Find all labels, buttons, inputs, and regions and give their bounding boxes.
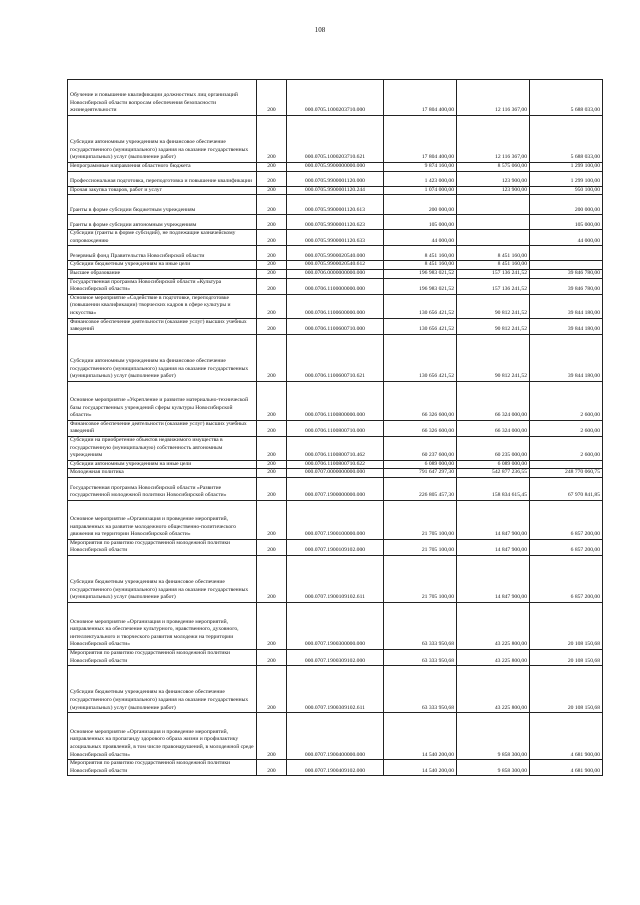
row-amount-3-cell: 20 108 150,68	[530, 603, 603, 650]
table-row	[68, 195, 603, 215]
row-name-cell: Субсидии бюджетным учреждениям на иные цели	[68, 261, 257, 270]
row-amount-1-cell: 200 000,00	[384, 195, 457, 215]
table-row	[68, 436, 603, 460]
row-name-cell: Основное мероприятие «Организация и проведение мероприятий, направленных на развитие молодежного общественно-политического движения на территории Новосибирской области»	[68, 500, 257, 539]
row-vr-cell: 200	[257, 760, 287, 776]
row-name-cell: Субсидии автономным учреждениям на иные цели	[68, 460, 257, 469]
row-amount-3-cell: 5 688 033,00	[530, 80, 603, 116]
row-amount-1-cell: 66 326 600,00	[384, 381, 457, 420]
row-name-cell: Обучение и повышение квалификации должностных лиц организаций Новосибирской области вопросам обеспечения безопасности жизнедеятельности	[68, 80, 257, 116]
row-amount-2-cell	[457, 230, 530, 246]
row-code-cell: 000.0706.1100600000.000	[287, 294, 384, 318]
row-vr-cell: 200	[257, 500, 287, 539]
row-code-cell: 000.0706.1100000000.000	[287, 278, 384, 294]
table-row	[68, 80, 603, 116]
row-amount-2-cell: 157 136 241,52	[457, 269, 530, 278]
row-vr-cell: 200	[257, 163, 287, 172]
row-amount-3-cell: 44 000,00	[530, 230, 603, 246]
table-row	[68, 230, 603, 246]
row-amount-2-cell: 8 451 160,00	[457, 246, 530, 261]
row-code-cell: 000.0707.1900400000.000	[287, 713, 384, 760]
table-row	[68, 246, 603, 261]
row-name-cell: Основное мероприятие «Укрепление и развитие материально-технической базы государственных учреждений сферы культуры Новосибирской области»	[68, 381, 257, 420]
row-code-cell: 000.0707.1900300000.000	[287, 603, 384, 650]
row-amount-3-cell: 2 600,00	[530, 381, 603, 420]
row-vr-cell: 200	[257, 318, 287, 334]
row-name-cell: Основное мероприятие «Организация и проведение мероприятий, направленных на пропаганду здорового образа жизни и профилактику асоциальных проявлений, в том числе правонарушений, в молодежной среде Новосибирской области»	[68, 713, 257, 760]
row-vr-cell: 200	[257, 116, 287, 163]
row-amount-2-cell: 123 900,00	[457, 171, 530, 186]
row-name-cell: Мероприятия по развитию государственной молодежной политики Новосибирской области	[68, 760, 257, 776]
row-amount-1-cell: 6 089 000,00	[384, 460, 457, 469]
row-vr-cell: 200	[257, 469, 287, 478]
row-amount-3-cell: 20 108 150,68	[530, 650, 603, 666]
row-amount-3-cell: 5 688 033,00	[530, 116, 603, 163]
row-code-cell: 000.0705.9900001120.244	[287, 186, 384, 195]
row-code-cell: 000.0706.1100600710.000	[287, 318, 384, 334]
row-amount-2-cell: 90 812 241,52	[457, 318, 530, 334]
budget-table-body	[68, 80, 603, 776]
row-amount-3-cell: 1 299 100,00	[530, 171, 603, 186]
row-name-cell: Молодежная политика	[68, 469, 257, 478]
table-row	[68, 500, 603, 539]
row-amount-3-cell: 200 000,00	[530, 195, 603, 215]
row-amount-3-cell: 105 000,00	[530, 215, 603, 230]
table-row	[68, 650, 603, 666]
row-amount-1-cell: 196 983 021,52	[384, 278, 457, 294]
row-amount-2-cell: 6 089 000,00	[457, 460, 530, 469]
row-vr-cell: 200	[257, 186, 287, 195]
row-amount-3-cell: 67 970 841,85	[530, 477, 603, 500]
row-name-cell: Субсидии (гранты в форме субсидий), не подлежащие казначейскому сопровождению	[68, 230, 257, 246]
row-name-cell: Субсидии автономным учреждениям на финансовое обеспечение государственного (муниципального) задания на оказание государственных (муниципальных) услуг (выполнение работ)	[68, 334, 257, 381]
row-amount-1-cell: 8 451 160,00	[384, 261, 457, 270]
row-amount-1-cell: 130 656 421,52	[384, 334, 457, 381]
row-amount-1-cell: 1 074 000,00	[384, 186, 457, 195]
row-vr-cell: 200	[257, 381, 287, 420]
row-vr-cell: 200	[257, 215, 287, 230]
table-row	[68, 477, 603, 500]
table-row	[68, 294, 603, 318]
row-name-cell: Субсидии бюджетным учреждениям на финансовое обеспечение государственного (муниципального) задания на оказание государственных (муниципальных) услуг (выполнение работ)	[68, 556, 257, 603]
row-code-cell: 000.0707.1900100000.000	[287, 500, 384, 539]
row-code-cell: 000.0707.1900109102.611	[287, 556, 384, 603]
table-row	[68, 163, 603, 172]
table-row	[68, 381, 603, 420]
table-row	[68, 171, 603, 186]
row-amount-1-cell: 130 656 421,52	[384, 318, 457, 334]
row-code-cell: 000.0705.1000203710.000	[287, 80, 384, 116]
row-code-cell: 000.0706.0000000000.000	[287, 269, 384, 278]
row-vr-cell: 200	[257, 713, 287, 760]
row-name-cell: Государственная программа Новосибирской области «Культура Новосибирской области»	[68, 278, 257, 294]
row-amount-1-cell: 21 705 100,00	[384, 556, 457, 603]
row-name-cell: Финансовое обеспечение деятельности (оказание услуг) высших учебных заведений	[68, 420, 257, 436]
row-amount-1-cell: 8 451 160,00	[384, 246, 457, 261]
row-amount-2-cell: 12 116 367,00	[457, 116, 530, 163]
row-amount-2-cell: 90 812 241,52	[457, 294, 530, 318]
row-code-cell: 000.0707.1900309102.000	[287, 650, 384, 666]
row-amount-1-cell: 14 540 200,00	[384, 713, 457, 760]
row-code-cell: 000.0707.0000000000.000	[287, 469, 384, 478]
row-name-cell: Финансовое обеспечение деятельности (оказание услуг) высших учебных заведений	[68, 318, 257, 334]
row-amount-1-cell: 105 000,00	[384, 215, 457, 230]
table-row	[68, 318, 603, 334]
table-row	[68, 116, 603, 163]
row-code-cell: 000.0705.9900000000.000	[287, 163, 384, 172]
row-vr-cell: 200	[257, 171, 287, 186]
row-amount-3-cell: 39 846 780,00	[530, 278, 603, 294]
row-amount-1-cell: 196 983 021,52	[384, 269, 457, 278]
row-code-cell: 000.0705.9900001120.623	[287, 215, 384, 230]
table-row	[68, 556, 603, 603]
row-code-cell: 000.0706.1100600710.621	[287, 334, 384, 381]
row-vr-cell: 200	[257, 460, 287, 469]
row-vr-cell: 200	[257, 603, 287, 650]
row-amount-3-cell: 39 844 180,00	[530, 318, 603, 334]
row-amount-3-cell: 6 857 200,00	[530, 556, 603, 603]
row-amount-1-cell: 63 333 950,68	[384, 650, 457, 666]
row-amount-1-cell: 60 237 600,00	[384, 436, 457, 460]
row-name-cell: Гранты в форме субсидии автономным учреждениям	[68, 215, 257, 230]
row-name-cell: Основное мероприятие «Организация и проведение мероприятий, направленных на обеспечение культурного, нравственного, духовного, интеллектуального и творческого развития молодежи на территории Новосибирской области»	[68, 603, 257, 650]
row-amount-2-cell	[457, 195, 530, 215]
row-vr-cell: 200	[257, 477, 287, 500]
row-vr-cell: 200	[257, 556, 287, 603]
row-amount-2-cell: 66 324 000,00	[457, 381, 530, 420]
row-amount-1-cell: 17 804 400,00	[384, 116, 457, 163]
row-amount-1-cell: 44 000,00	[384, 230, 457, 246]
row-code-cell: 000.0705.9900001120.000	[287, 171, 384, 186]
row-vr-cell: 200	[257, 246, 287, 261]
row-amount-3-cell: 2 600,00	[530, 436, 603, 460]
row-amount-1-cell: 226 805 457,30	[384, 477, 457, 500]
row-code-cell: 000.0705.9900001120.613	[287, 195, 384, 215]
row-code-cell: 000.0707.1900409102.000	[287, 760, 384, 776]
table-row	[68, 460, 603, 469]
row-amount-3-cell: 4 681 900,00	[530, 760, 603, 776]
row-amount-2-cell: 14 847 900,00	[457, 539, 530, 555]
row-amount-2-cell: 158 834 615,45	[457, 477, 530, 500]
table-row	[68, 261, 603, 270]
row-vr-cell: 200	[257, 294, 287, 318]
row-amount-2-cell	[457, 215, 530, 230]
row-code-cell: 000.0707.1900309102.611	[287, 666, 384, 713]
row-amount-3-cell: 39 846 780,00	[530, 269, 603, 278]
row-amount-2-cell: 66 324 000,00	[457, 420, 530, 436]
row-amount-2-cell: 90 812 241,52	[457, 334, 530, 381]
row-vr-cell: 200	[257, 334, 287, 381]
page-number: 108	[314, 26, 326, 34]
table-row	[68, 539, 603, 555]
row-vr-cell: 200	[257, 261, 287, 270]
table-row	[68, 215, 603, 230]
row-amount-2-cell: 9 858 300,00	[457, 760, 530, 776]
row-code-cell: 000.0706.1100800000.000	[287, 381, 384, 420]
row-amount-1-cell: 14 540 200,00	[384, 760, 457, 776]
row-amount-2-cell: 8 451 160,00	[457, 261, 530, 270]
row-amount-2-cell: 157 136 241,52	[457, 278, 530, 294]
row-amount-1-cell: 791 647 297,30	[384, 469, 457, 478]
row-vr-cell: 200	[257, 278, 287, 294]
row-code-cell: 000.0707.1900000000.000	[287, 477, 384, 500]
row-amount-3-cell: 6 857 200,00	[530, 539, 603, 555]
table-row	[68, 420, 603, 436]
row-amount-3-cell: 950 100,00	[530, 186, 603, 195]
row-name-cell: Резервный фонд Правительства Новосибирской области	[68, 246, 257, 261]
row-vr-cell: 200	[257, 80, 287, 116]
row-amount-3-cell: 1 299 100,00	[530, 163, 603, 172]
row-amount-2-cell: 14 847 900,00	[457, 500, 530, 539]
row-amount-3-cell: 4 681 900,00	[530, 713, 603, 760]
row-amount-1-cell: 9 874 160,00	[384, 163, 457, 172]
row-amount-3-cell: 6 857 200,00	[530, 500, 603, 539]
row-vr-cell: 200	[257, 436, 287, 460]
row-amount-1-cell: 63 333 950,68	[384, 603, 457, 650]
row-vr-cell: 200	[257, 420, 287, 436]
table-row	[68, 334, 603, 381]
row-name-cell: Мероприятия по развитию государственной молодежной политики Новосибирской области	[68, 539, 257, 555]
row-name-cell: Высшее образование	[68, 269, 257, 278]
row-code-cell: 000.0705.9900001120.633	[287, 230, 384, 246]
row-amount-2-cell: 43 225 800,00	[457, 650, 530, 666]
row-amount-3-cell: 2 600,00	[530, 420, 603, 436]
table-row	[68, 603, 603, 650]
row-amount-1-cell: 66 326 600,00	[384, 420, 457, 436]
row-amount-3-cell: 248 770 060,75	[530, 469, 603, 478]
table-row	[68, 278, 603, 294]
row-amount-3-cell	[530, 246, 603, 261]
budget-table	[67, 79, 603, 776]
row-amount-1-cell: 17 804 400,00	[384, 80, 457, 116]
row-code-cell: 000.0707.1900109102.000	[287, 539, 384, 555]
row-code-cell: 000.0706.1100800710.000	[287, 420, 384, 436]
table-row	[68, 713, 603, 760]
row-amount-2-cell: 8 575 060,00	[457, 163, 530, 172]
table-row	[68, 269, 603, 278]
row-amount-2-cell: 9 858 300,00	[457, 713, 530, 760]
row-vr-cell: 200	[257, 539, 287, 555]
row-amount-1-cell: 63 333 950,68	[384, 666, 457, 713]
row-amount-3-cell: 20 108 150,68	[530, 666, 603, 713]
row-name-cell: Основное мероприятие «Содействие в подготовке, переподготовке (повышении квалификации) творческих кадров в сфере культуры и искусства»	[68, 294, 257, 318]
row-vr-cell: 200	[257, 650, 287, 666]
row-name-cell: Субсидии бюджетным учреждениям на финансовое обеспечение государственного (муниципального) задания на оказание государственных (муниципальных) услуг (выполнение работ)	[68, 666, 257, 713]
row-amount-2-cell: 43 225 800,00	[457, 666, 530, 713]
row-vr-cell: 200	[257, 269, 287, 278]
row-amount-2-cell: 60 235 000,00	[457, 436, 530, 460]
row-code-cell: 000.0705.9900020540.000	[287, 246, 384, 261]
row-name-cell: Профессиональная подготовка, переподготовка и повышение квалификации	[68, 171, 257, 186]
row-name-cell: Прочая закупка товаров, работ и услуг	[68, 186, 257, 195]
row-amount-2-cell: 12 116 367,00	[457, 80, 530, 116]
row-amount-3-cell: 39 844 180,00	[530, 334, 603, 381]
row-code-cell: 000.0705.9900020540.612	[287, 261, 384, 270]
row-code-cell: 000.0706.1100800710.462	[287, 436, 384, 460]
table-row	[68, 469, 603, 478]
row-amount-3-cell: 39 844 180,00	[530, 294, 603, 318]
row-amount-2-cell: 14 847 900,00	[457, 556, 530, 603]
row-vr-cell: 200	[257, 230, 287, 246]
row-name-cell: Государственная программа Новосибирской области «Развитие государственной молодежной политики Новосибирской области»	[68, 477, 257, 500]
row-amount-1-cell: 21 705 100,00	[384, 539, 457, 555]
row-amount-2-cell: 542 877 236,55	[457, 469, 530, 478]
row-amount-1-cell: 130 656 421,52	[384, 294, 457, 318]
row-code-cell: 000.0705.1000203710.621	[287, 116, 384, 163]
row-amount-1-cell: 21 705 100,00	[384, 500, 457, 539]
row-vr-cell: 200	[257, 195, 287, 215]
row-name-cell: Субсидии на приобретение объектов недвижимого имущества в государственную (муниципальную) собственность автономным учреждениям	[68, 436, 257, 460]
table-row	[68, 666, 603, 713]
row-amount-3-cell	[530, 460, 603, 469]
row-amount-1-cell: 1 423 000,00	[384, 171, 457, 186]
row-name-cell: Гранты в форме субсидии бюджетным учреждениям	[68, 195, 257, 215]
row-name-cell: Мероприятия по развитию государственной молодежной политики Новосибирской области	[68, 650, 257, 666]
row-vr-cell: 200	[257, 666, 287, 713]
row-name-cell: Непрограммные направления областного бюджета	[68, 163, 257, 172]
row-amount-3-cell	[530, 261, 603, 270]
table-row	[68, 760, 603, 776]
row-name-cell: Субсидии автономным учреждениям на финансовое обеспечение государственного (муниципального) задания на оказание государственных (муниципальных) услуг (выполнение работ)	[68, 116, 257, 163]
row-amount-2-cell: 43 225 800,00	[457, 603, 530, 650]
row-amount-2-cell: 123 900,00	[457, 186, 530, 195]
table-row	[68, 186, 603, 195]
row-code-cell: 000.0706.1100800710.622	[287, 460, 384, 469]
